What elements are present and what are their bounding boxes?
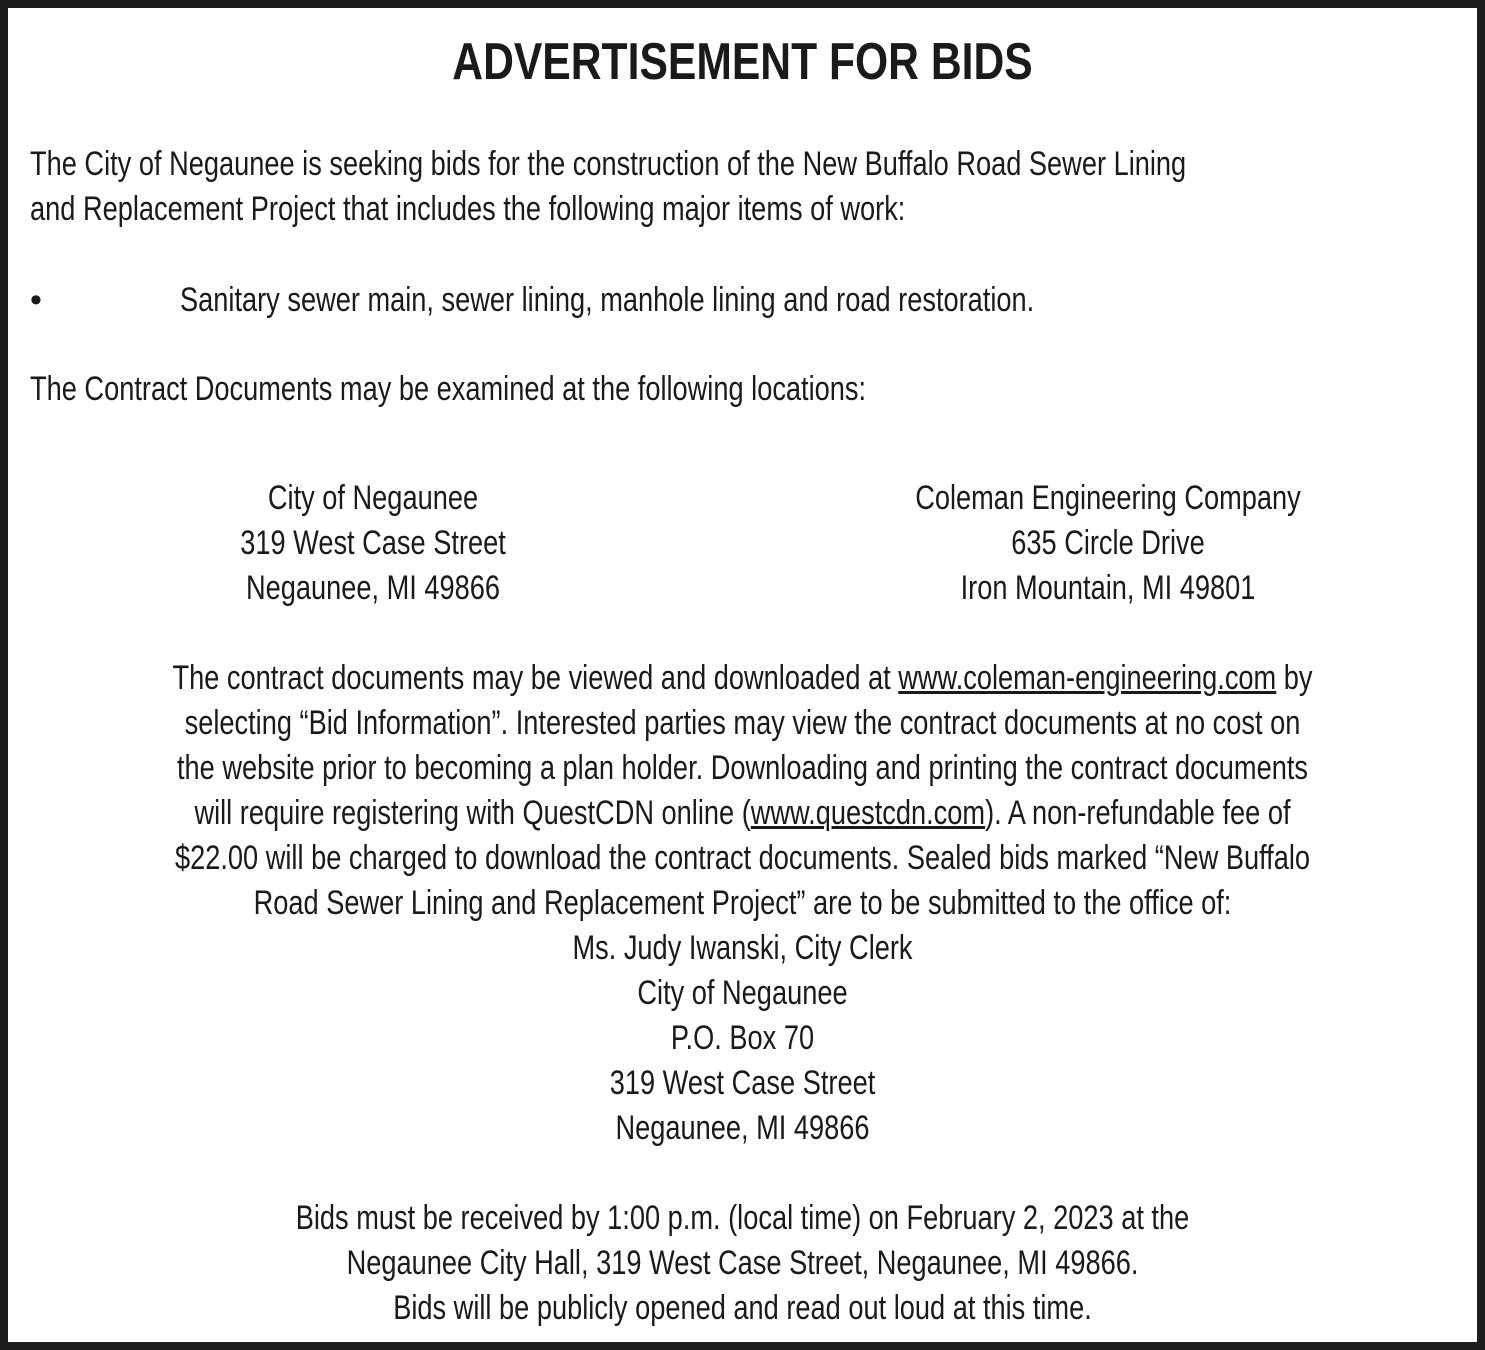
download-line-6: Road Sewer Lining and Replacement Project” are to be submitted to the office of: [253,884,1232,922]
submit-org: City of Negaunee [637,974,848,1012]
bullet-icon: • [30,281,42,319]
intro-line-2: and Replacement Project that includes the following major items of work: [30,190,906,228]
location-street: 635 Circle Drive [1011,524,1205,562]
download-line-2: selecting “Bid Information”. Interested parties may view the contract documents at no cost on [184,704,1301,742]
download-text: will require registering with QuestCDN online ( [194,794,751,832]
submit-name: Ms. Judy Iwanski, City Clerk [572,929,913,967]
location-street: 319 West Case Street [240,524,506,562]
download-text: by [1276,659,1313,697]
download-text: The contract documents may be viewed and downloaded at [172,659,899,697]
deadline-line-3: Bids will be publicly opened and read out loud at this time. [393,1289,1092,1327]
download-line-1 [155,656,1330,701]
download-line-3: the website prior to becoming a plan holder. Downloading and printing the contract documents [176,749,1309,787]
download-text: ). A non-refundable fee of [985,794,1291,832]
coleman-engineering-link[interactable]: www.coleman-engineering.com [898,659,1277,697]
location-name: City of Negaunee [267,479,479,517]
location-city: Iron Mountain, MI 49801 [960,569,1256,607]
download-line-4 [155,791,1330,836]
submit-pobox: P.O. Box 70 [670,1019,815,1057]
location-name: Coleman Engineering Company [915,479,1301,517]
location-city: Negaunee, MI 49866 [245,569,501,607]
work-item: Sanitary sewer main, sewer lining, manhole lining and road restoration. [180,281,1035,319]
page-title: ADVERTISEMENT FOR BIDS [452,33,1033,91]
submit-street: 319 West Case Street [609,1064,876,1102]
download-line-5: $22.00 will be charged to download the contract documents. Sealed bids marked “New Buffalo [174,839,1311,877]
deadline-line-2: Negaunee City Hall, 319 West Case Street, Negaunee, MI 49866. [346,1244,1139,1282]
advertisement-body [8,8,1477,1342]
intro-line-1: The City of Negaunee is seeking bids for the construction of the New Buffalo Road Sewer Lining [30,145,1187,183]
deadline-line-1: Bids must be received by 1:00 p.m. (local time) on February 2, 2023 at the [295,1199,1190,1237]
location-city-of-negaunee [81,476,665,611]
submit-city: Negaunee, MI 49866 [615,1109,870,1147]
location-coleman-engineering [812,476,1404,611]
locations-intro: The Contract Documents may be examined at the following locations: [30,370,867,408]
questcdn-link[interactable]: www.questcdn.com [750,794,986,832]
